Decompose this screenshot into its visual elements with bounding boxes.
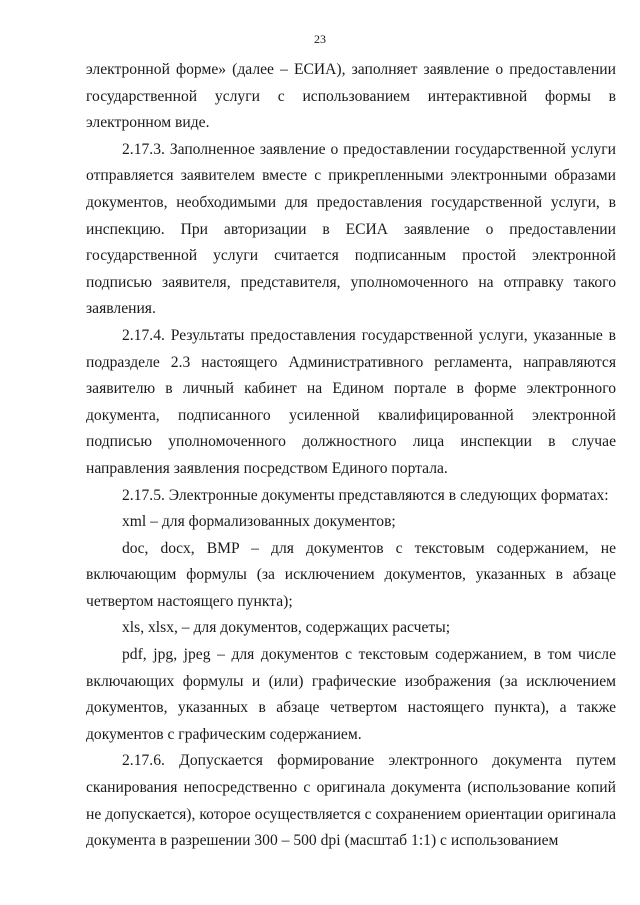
paragraph-2-17-6: 2.17.6. Допускается формирование электронного документа путем сканирования непосредственно с оригинала документа (использование копий не допускается), которое осуществляется с сохранением ориентации оригинала документа в разрешении 300 – 500 dpi (масштаб 1:1) с использованием (86, 752, 616, 850)
paragraph-2-17-5: 2.17.5. Электронные документы представляются в следующих форматах: (122, 486, 609, 504)
format-item-doc: doc, docx, BMP – для документов с текстовым содержанием, не включающим формулы (за исключением документов, указанных в абзаце четвертом настоящего пункта); (86, 539, 616, 610)
document-body (86, 57, 616, 855)
paragraph-continuation: электронной форме» (далее – ЕСИА), заполняет заявление о предоставлении государственной услуги с использованием интерактивной формы в электронном виде. (86, 61, 616, 132)
format-item-pdf: pdf, jpg, jpeg – для документов с текстовым содержанием, в том числе включающих формулы и (или) графические изображения (за исключением документов, указанных в абзаце четвертом настоящего пункта), а также документов с графическим содержанием. (86, 646, 616, 743)
format-item-xls: xls, xlsx, – для документов, содержащих расчеты; (122, 619, 451, 637)
format-item-xml: xml – для формализованных документов; (122, 513, 396, 531)
page-number: 23 (314, 32, 326, 46)
paragraph-2-17-4: 2.17.4. Результаты предоставления государственной услуги, указанные в подразделе 2.3 настоящего Административного регламента, направляются заявителю в личный кабинет на Едином портале в форме электронного документа, подписанного усиленной квалифицированной электронной подписью уполномоченного должностного лица инспекции в случае направления заявления посредством Единого портала. (86, 326, 616, 477)
paragraph-2-17-3: 2.17.3. Заполненное заявление о предоставлении государственной услуги отправляется заявителем вместе с прикрепленными электронными образами документов, необходимыми для предоставления государственной услуги, в инспекцию. При авторизации в ЕСИА заявление о предоставлении государственной услуги считается подписанным простой электронной подписью заявителя, представителя, уполномоченного на отправку такого заявления. (86, 140, 616, 318)
